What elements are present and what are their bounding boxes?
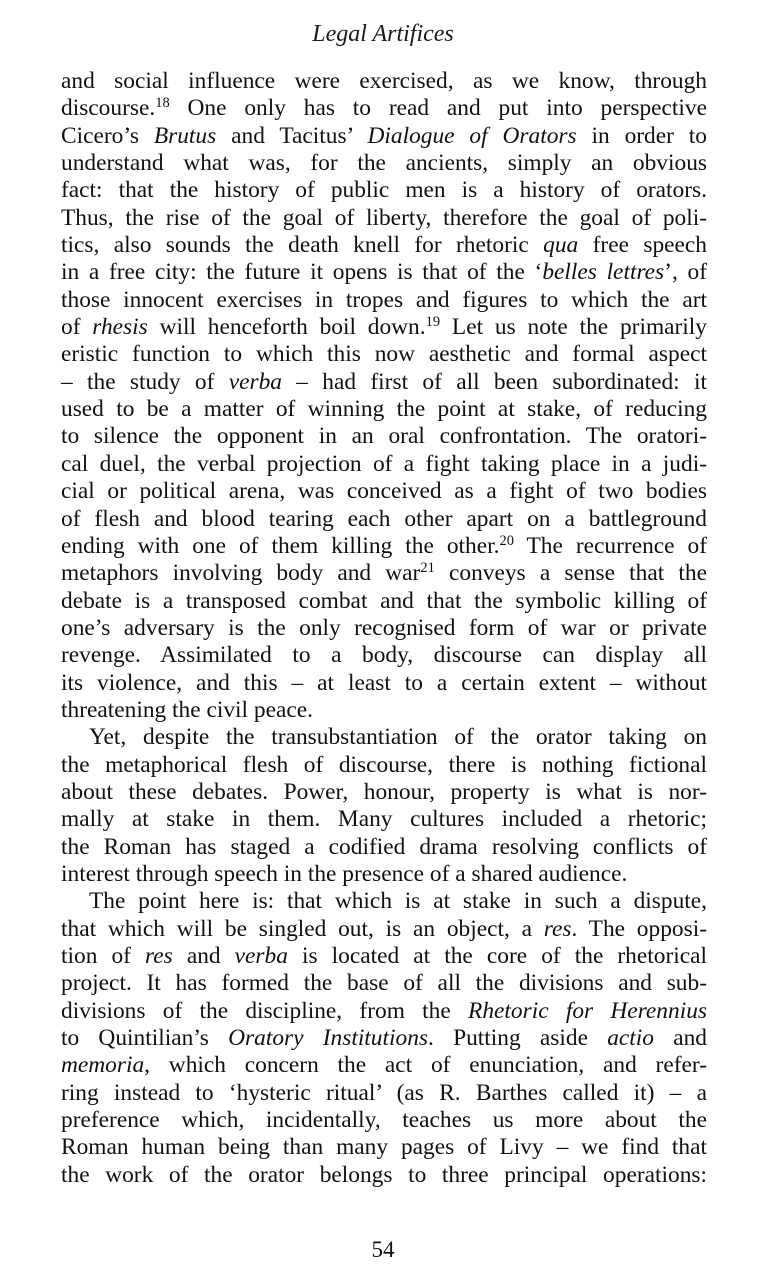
text-run: . The opposi- [571, 915, 707, 942]
text-run: metaphors involving body and war [61, 560, 421, 587]
text-run: free speech [578, 232, 707, 259]
text-line [61, 560, 707, 587]
text-run: . Putting aside [428, 1025, 608, 1052]
italic-text: verba [228, 368, 282, 395]
text-line [61, 834, 707, 861]
text-run: in order to [576, 122, 707, 149]
text-line [61, 314, 707, 341]
text-run: divisions of the discipline, from the [61, 997, 469, 1024]
text-run: , which concern the act of enunciation, and refer- [144, 1052, 707, 1079]
text-run: to silence the opponent in an oral confrontation. The oratori- [61, 423, 707, 450]
text-line [61, 1162, 707, 1189]
text-run: used to be a matter of winning the point at stake, of reducing [61, 396, 707, 423]
text-line [61, 670, 707, 697]
text-run: tics, also sounds the death knell for rhetoric [61, 232, 544, 259]
text-run: mally at stake in them. Many cultures included a rhetoric; [61, 806, 707, 833]
text-line [61, 533, 707, 560]
text-line [61, 615, 707, 642]
text-run: Cicero’s [61, 122, 154, 149]
text-run: – had first of all been subordinated: it [281, 368, 707, 395]
text-run: tion of [61, 943, 146, 969]
text-run: ending with one of them killing the other. [61, 532, 500, 559]
footnote-reference: 18 [155, 95, 170, 112]
text-line [61, 506, 707, 533]
text-run: one’s adversary is the only recognised form of war or private [61, 614, 707, 641]
text-run: Roman human being than many pages of Livy – we find that [61, 1134, 707, 1161]
text-line [61, 916, 707, 943]
text-run: of [61, 314, 93, 341]
text-run: of flesh and blood tearing each other apart on a battleground [61, 505, 707, 532]
text-run: the metaphorical flesh of discourse, there is nothing fictional [61, 751, 707, 778]
text-line [61, 642, 707, 669]
text-run: – the study of [61, 368, 229, 395]
text-line [61, 779, 707, 806]
italic-text: qua [543, 232, 579, 259]
text-run: preference which, incidentally, teaches us more about the [61, 1107, 707, 1134]
text-line [61, 396, 707, 423]
text-run: fact: that the history of public men is a history of orators. [61, 177, 707, 204]
text-run: the work of the orator belongs to three principal operations: [61, 1161, 707, 1188]
text-run: discourse. [61, 95, 156, 122]
text-run: Yet, despite the transubstantiation of the orator taking on [89, 724, 707, 751]
text-run: and [653, 1025, 707, 1052]
text-run: will henceforth boil down. [147, 314, 426, 341]
text-line [61, 806, 707, 833]
text-run: cal duel, the verbal projection of a fight taking place in a judi- [61, 450, 707, 477]
text-run: understand what was, for the ancients, simply an obvious [61, 150, 707, 177]
text-line [61, 95, 707, 122]
text-run: debate is a transposed combat and that the symbolic killing of [61, 587, 707, 614]
text-line [61, 478, 707, 505]
page-number: 54 [371, 1237, 395, 1262]
text-run: ring instead to ‘hysteric ritual’ (as R. Barthes called it) – a [61, 1079, 707, 1106]
text-line [61, 205, 707, 232]
text-run: The recurrence of [513, 532, 708, 559]
text-run: about these debates. Power, honour, property is what is nor- [61, 778, 707, 805]
text-run: that which will be singled out, is an object, a [61, 915, 544, 942]
text-line [61, 752, 707, 779]
italic-text: Rhetoric for Herennius [468, 997, 707, 1024]
text-line [61, 861, 707, 888]
text-line [61, 1025, 707, 1052]
text-line [61, 1134, 707, 1161]
text-run: and Tacitus’ [216, 122, 368, 149]
italic-text: actio [607, 1025, 654, 1052]
text-line [61, 1080, 707, 1107]
text-line [61, 1052, 707, 1079]
text-run: One only has to read and put into perspective [169, 95, 707, 122]
text-line [61, 888, 707, 915]
footnote-reference: 21 [420, 560, 435, 577]
text-run: to Quintilian’s [61, 1025, 229, 1052]
text-line [61, 588, 707, 615]
text-run: and social influence were exercised, as we know, through [61, 68, 707, 94]
text-run: conveys a sense that the [434, 560, 707, 587]
footnote-reference: 19 [425, 314, 441, 331]
footnote-reference: 20 [499, 532, 514, 549]
text-line [61, 123, 707, 150]
text-run: ’, of [664, 259, 707, 286]
text-line [61, 287, 707, 314]
text-run: and [172, 943, 235, 969]
text-run: The point here is: that which is at stake in such a dispute, [89, 888, 707, 915]
text-line [61, 259, 707, 286]
italic-text: Oratory Institutions [228, 1025, 428, 1052]
text-run: revenge. Assimilated to a body, discourse can display all [61, 642, 707, 669]
text-run: Let us note the primarily [440, 314, 707, 341]
italic-text: Brutus [153, 122, 217, 149]
text-line [61, 369, 707, 396]
text-line [61, 451, 707, 478]
text-run: the Roman has staged a codified drama resolving conflicts of [61, 833, 707, 860]
text-run: cial or political arena, was conceived as a fight of two bodies [61, 478, 707, 505]
text-line [61, 697, 707, 724]
text-line [61, 177, 707, 204]
running-head: Legal Artifices [312, 21, 454, 47]
text-line [61, 423, 707, 450]
text-run: threatening the civil peace. [61, 696, 313, 723]
text-run: those innocent exercises in tropes and figures to which the art [61, 286, 707, 313]
text-line [61, 68, 707, 95]
body-text [61, 68, 707, 1189]
text-line [61, 998, 707, 1025]
text-run: its violence, and this – at least to a certain extent – without [61, 669, 707, 696]
text-run: project. It has formed the base of all the divisions and sub- [61, 970, 707, 997]
text-line [61, 1107, 707, 1134]
text-run: Thus, the rise of the goal of liberty, therefore the goal of poli- [61, 204, 707, 231]
text-line [61, 341, 707, 368]
text-line [61, 943, 707, 970]
italic-text: res [145, 943, 173, 969]
text-run: interest through speech in the presence of a shared audience. [61, 860, 628, 887]
text-run: in a free city: the future it opens is that of the ‘ [61, 259, 543, 286]
italic-text: res [543, 915, 572, 942]
italic-text: memoria [61, 1052, 145, 1079]
text-run: eristic function to which this now aesthetic and formal aspect [61, 341, 707, 368]
italic-text: verba [234, 943, 288, 969]
italic-text: rhesis [92, 314, 148, 341]
italic-text: Dialogue of Orators [367, 122, 577, 149]
italic-text: belles lettres [542, 259, 665, 286]
text-line [61, 970, 707, 997]
text-line [61, 724, 707, 751]
text-line [61, 232, 707, 259]
text-run: is located at the core of the rhetorical [287, 943, 708, 969]
text-line [61, 150, 707, 177]
